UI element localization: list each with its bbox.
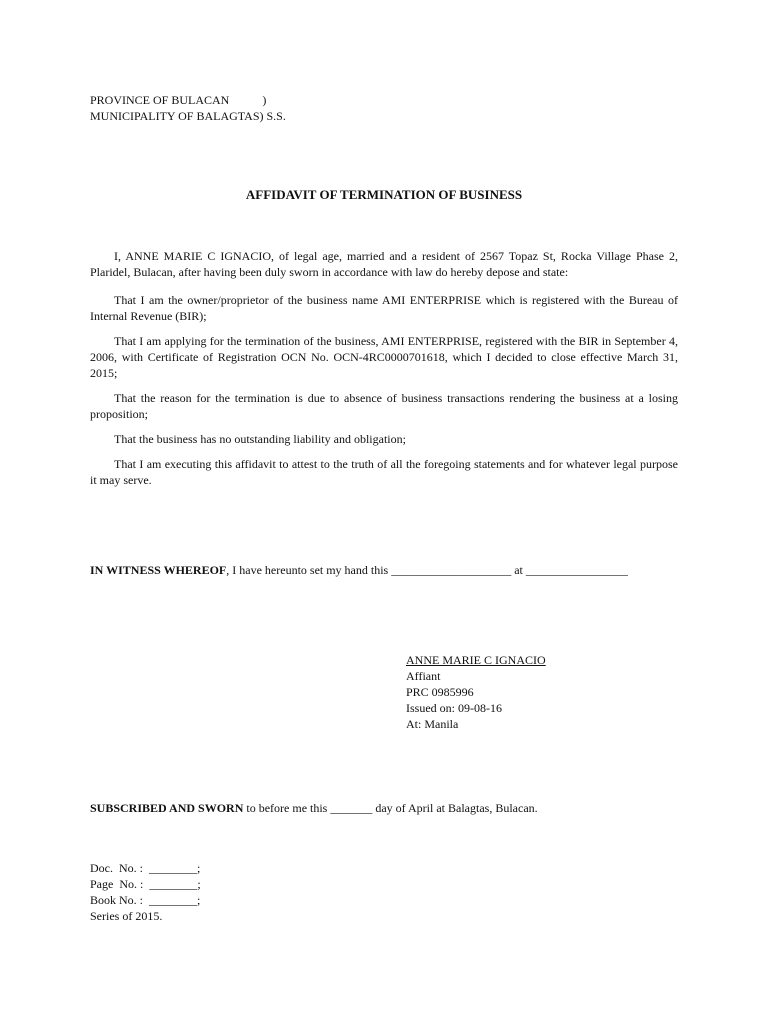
affidavit-body [90, 248, 678, 497]
affiant-issued-at: At: Manila [406, 717, 459, 731]
paragraph-no-liability: That the business has no outstanding liability and obligation; [114, 432, 406, 446]
paragraph-termination: That I am applying for the termination of the business, AMI ENTERPRISE, registered with the BIR in September 4, 2006, with Certificate of Registration OCN No. OCN-4RC0000701618, which I decided to close effective March 31, 2015; [90, 334, 678, 380]
jurat-heading: SUBSCRIBED AND SWORN [90, 801, 244, 815]
affiant-name: ANNE MARIE C IGNACIO [406, 653, 546, 667]
affiant-issued: Issued on: 09-08-16 [406, 701, 502, 715]
paragraph-purpose: That I am executing this affidavit to attest to the truth of all the foregoing statements and for whatever legal purpose it may serve. [90, 457, 678, 487]
affiant-role: Affiant [406, 669, 441, 683]
docket-book-no: Book No. : ________; [90, 893, 201, 907]
venue-municipality: MUNICIPALITY OF BALAGTAS) S.S. [90, 109, 286, 123]
jurat-clause [90, 800, 538, 816]
paragraph-affiant-intro: I, ANNE MARIE C IGNACIO, of legal age, married and a resident of 2567 Topaz St, Rocka Village Phase 2, Plaridel, Bulacan, after having been duly sworn in accordance with law do hereby depose and state: [90, 249, 678, 279]
notarial-docket [90, 860, 201, 924]
docket-series: Series of 2015. [90, 909, 163, 923]
venue-province: PROVINCE OF BULACAN ) [90, 93, 267, 107]
docket-doc-no: Doc. No. : ________; [90, 861, 201, 875]
signature-block [406, 652, 546, 732]
witness-clause [90, 562, 628, 578]
jurat-text: to before me this _______ day of April at Balagtas, Bulacan. [243, 801, 538, 815]
paragraph-ownership: That I am the owner/proprietor of the business name AMI ENTERPRISE which is registered with the Bureau of Internal Revenue (BIR); [90, 293, 678, 323]
affiant-prc: PRC 0985996 [406, 685, 474, 699]
docket-page-no: Page No. : ________; [90, 877, 201, 891]
paragraph-reason: That the reason for the termination is due to absence of business transactions rendering the business at a losing proposition; [90, 391, 678, 421]
witness-heading: IN WITNESS WHEREOF [90, 563, 227, 577]
witness-text: , I have hereunto set my hand this ____________________ at _________________ [226, 563, 628, 577]
document-title: AFFIDAVIT OF TERMINATION OF BUSINESS [245, 187, 523, 202]
venue-block [90, 92, 286, 124]
